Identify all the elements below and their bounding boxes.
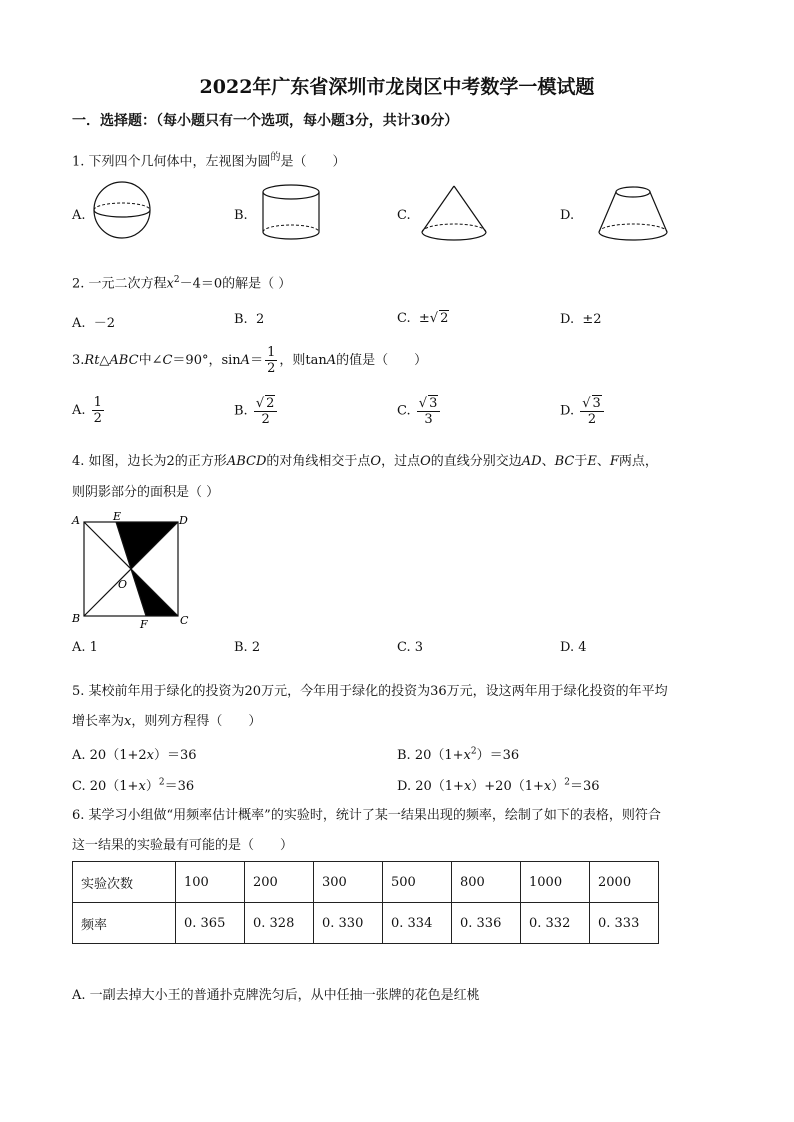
- q3-option-b: B. $\frac{√ 2}{2}$: [234, 395, 279, 427]
- q2-option-b: B. 2: [234, 312, 265, 327]
- table-cell: 1000: [521, 862, 590, 903]
- section-heading: 一．选择题：（每小题只有一个选项，每小题3分，共计30分）: [72, 113, 459, 129]
- q1-option-c-label: C.: [397, 208, 411, 223]
- q4-option-c: C. 3: [397, 640, 424, 655]
- cone-figure: [418, 182, 490, 246]
- question-5-line-1: 5. 某校前年用于绿化的投资为20万元，今年用于绿化的投资为36万元，设这两年用于绿化投资的年平均: [72, 684, 668, 699]
- sphere-figure: [90, 178, 154, 242]
- table-cell: 100: [176, 862, 245, 903]
- q4-option-d: D. 4: [560, 640, 587, 655]
- label-e: E: [113, 510, 122, 523]
- question-4-line-1: 4. 如图，边长为2的正方形ABCD的对角线相交于点O，过点O的直线分别交边AD、BC于E、F两点，: [72, 454, 658, 469]
- question-2-stem: 2. 一元二次方程$x^2-4=0$的解是（ ）: [72, 275, 292, 292]
- q4-option-b: B. 2: [234, 640, 261, 655]
- table-cell: 800: [452, 862, 521, 903]
- label-f: F: [140, 618, 148, 630]
- label-c: C: [180, 614, 189, 627]
- question-6-line-2: 这一结果的实验最有可能的是（ ）: [72, 838, 294, 853]
- label-d: D: [179, 514, 188, 527]
- label-o: O: [118, 578, 128, 591]
- table-cell: 0. 328: [245, 903, 314, 944]
- page-title: 2022年广东省深圳市龙岗区中考数学一模试题: [199, 76, 595, 98]
- cylinder-figure: [258, 182, 324, 244]
- table-row: [73, 903, 659, 944]
- q2-option-a: A. －2: [72, 316, 116, 331]
- table-cell: 0. 336: [452, 903, 521, 944]
- question-6-line-1: 6. 某学习小组做“用频率估计概率”的实验时，统计了某一结果出现的频率，绘制了如下的表格，则符合: [72, 808, 661, 823]
- q1-option-a-label: A.: [72, 208, 86, 223]
- q1-option-d-label: D.: [560, 208, 575, 223]
- question-1-stem: 1. 下列四个几何体中，左视图为圆$^的$是（ ）: [72, 152, 346, 170]
- frequency-table: [72, 861, 659, 944]
- q5-option-d: D. $20(1+x)+20(1+x)^2=36$: [397, 777, 600, 794]
- table-cell: 0. 334: [383, 903, 452, 944]
- q5-option-b: B. $20(1+x^2)=36$: [397, 746, 520, 763]
- label-b: B: [72, 612, 81, 625]
- table-cell: 0. 333: [590, 903, 659, 944]
- label-a: A: [72, 514, 80, 527]
- q2-option-d: D. ±2: [560, 312, 602, 327]
- q3-option-a: A. $\frac{1}{2}$: [72, 395, 102, 426]
- q2-option-c: C. ±√ 2: [397, 311, 449, 326]
- q3-option-d: D. $\frac{√ 3}{2}$: [560, 395, 606, 427]
- table-header-cell: 频率: [73, 903, 176, 944]
- q6-option-a: A. 一副去掉大小王的普通扑克牌洗匀后，从中任抽一张牌的花色是红桃: [72, 988, 480, 1003]
- q4-option-a: A. 1: [72, 640, 98, 655]
- question-3-stem: 3.Rt△ABC中∠C＝90°，sinA＝ $\frac{1}{2}$ ，则tanA的值是（ ）: [72, 345, 428, 376]
- fraction-one-half: $\frac{1}{2}$: [267, 345, 276, 376]
- question-5-line-2: 增长率为x，则列方程得（ ）: [72, 714, 262, 729]
- q1-option-b-label: B.: [234, 208, 248, 223]
- frustum-figure: [594, 182, 672, 246]
- table-header-cell: 实验次数: [73, 862, 176, 903]
- table-cell: 300: [314, 862, 383, 903]
- table-cell: 500: [383, 862, 452, 903]
- square-diagonal-figure: [68, 510, 192, 630]
- q3-option-c: C. $\frac{√ 3}{3}$: [397, 395, 442, 427]
- shaded-region-top: [116, 522, 178, 569]
- table-cell: 0. 365: [176, 903, 245, 944]
- table-cell: 200: [245, 862, 314, 903]
- q5-option-c: C. $20(1+x)^2=36$: [72, 777, 195, 794]
- table-cell: 0. 330: [314, 903, 383, 944]
- q5-option-a: A. 20（1+2x）＝36: [72, 748, 197, 763]
- table-row: [73, 862, 659, 903]
- table-cell: 0. 332: [521, 903, 590, 944]
- question-4-line-2: 则阴影部分的面积是（ ）: [72, 485, 220, 500]
- table-cell: 2000: [590, 862, 659, 903]
